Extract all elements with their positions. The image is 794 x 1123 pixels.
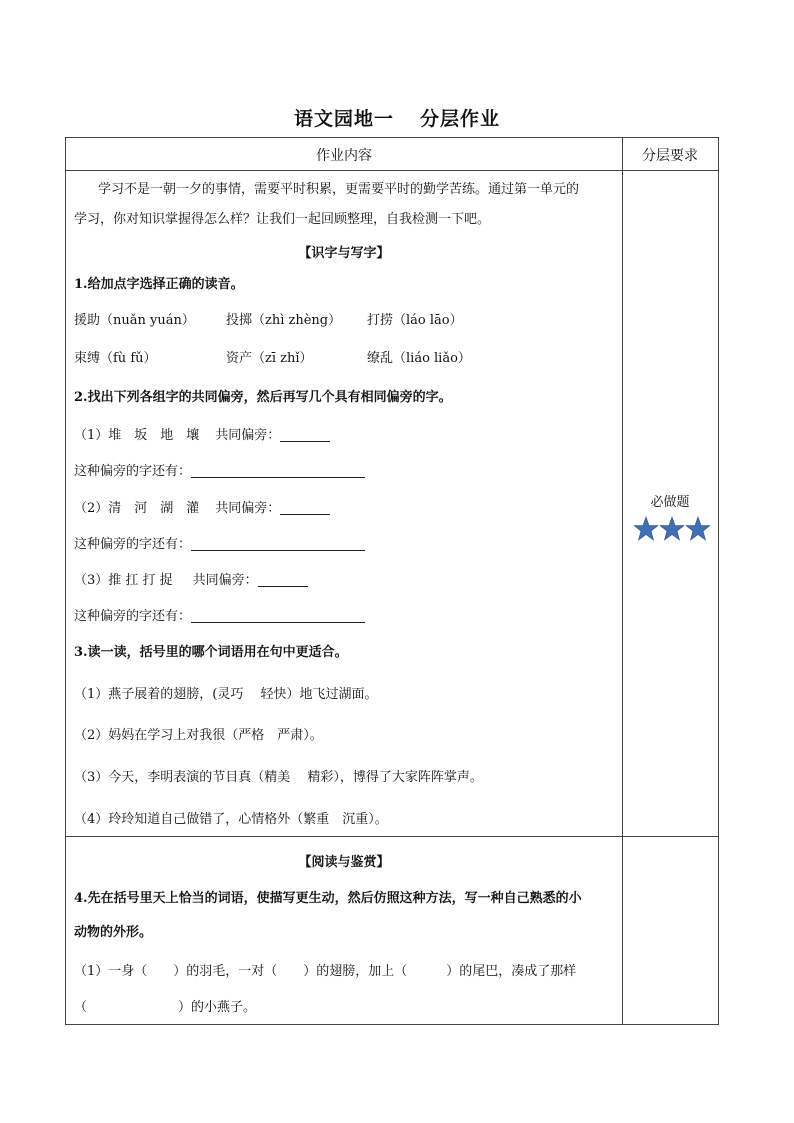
q3-item: （1）燕子展着的翅膀，(灵巧 轻快）地飞过湖面。: [74, 687, 378, 702]
title-part1: 语文园地一: [293, 108, 394, 130]
header-content: 作业内容: [316, 148, 372, 164]
q1-item: 缭乱（liáo liǎo）: [367, 351, 471, 366]
table-right-border: [718, 137, 719, 1025]
q2-common-label: 共同偏旁：: [215, 501, 281, 516]
q2-group: [74, 424, 330, 443]
q4-line2: 动物的外形。: [74, 925, 153, 940]
answer-blank[interactable]: [280, 427, 330, 442]
q4-sub2: （ ）的小燕子。: [74, 1000, 257, 1015]
q1-item: 束缚（fù fǔ）: [74, 351, 157, 366]
q2-common-label: 共同偏旁：: [192, 573, 258, 588]
q2-also-label: 这种偏旁的字还有：: [74, 464, 192, 479]
q2-also-line: [74, 460, 365, 479]
table-top-border: [65, 137, 719, 138]
row-divider: [65, 836, 719, 837]
q3-item: （2）妈妈在学习上对我很（严格 严肃）。: [74, 728, 323, 743]
q2-group: [74, 497, 330, 516]
q3-title: 3.读一读，括号里的哪个词语用在句中更适合。: [74, 645, 348, 660]
q4-line1: 4.先在括号里天上恰当的词语，使描写更生动，然后仿照这种方法，写一种自己熟悉的小: [74, 891, 582, 906]
header-divider: [65, 170, 719, 171]
section-title-literacy: 【识字与写字】: [298, 246, 390, 261]
q1-item: 投掷（zhì zhèng）: [226, 313, 342, 328]
star-icon: [686, 517, 710, 540]
column-divider: [622, 137, 623, 1025]
intro-line2: 学习，你对知识掌握得怎么样？让我们一起回顾整理，自我检测一下吧。: [74, 212, 491, 227]
star-icon: [660, 517, 684, 540]
q2-group-label: （2）清 河 湖 灌: [74, 501, 200, 516]
q4-sub1: （1）一身（ ）的羽毛，一对（ ）的翅膀，加上（ ）的尾巴，凑成了那样: [74, 964, 577, 979]
q2-group-label: （3）推 扛 打 捉: [74, 573, 173, 588]
q3-item: （3）今天，李明表演的节目真（精美 精彩），博得了大家阵阵掌声。: [74, 770, 483, 785]
q2-group-label: （1）堆 坂 地 壤: [74, 428, 200, 443]
answer-blank[interactable]: [280, 500, 330, 515]
section-title-reading: 【阅读与鉴赏】: [298, 855, 390, 870]
answer-blank[interactable]: [191, 608, 365, 623]
star-rating: [634, 515, 710, 543]
requirement-label: 必做题: [650, 495, 690, 510]
answer-blank[interactable]: [258, 572, 308, 587]
q3-item: （4）玲玲知道自己做错了，心情格外（繁重 沉重）。: [74, 812, 388, 827]
intro-line1: 学习不是一朝一夕的事情，需要平时积累，更需要平时的勤学苦练。通过第一单元的: [98, 182, 580, 197]
star-icon: [634, 517, 658, 540]
q2-also-line: [74, 533, 365, 552]
title-part2: 分层作业: [420, 108, 501, 130]
q2-group: [74, 569, 308, 588]
q2-also-line: [74, 605, 365, 624]
q1-title: 1.给加点字选择正确的读音。: [74, 277, 244, 292]
q2-common-label: 共同偏旁：: [215, 428, 281, 443]
header-requirement: 分层要求: [642, 148, 698, 164]
q2-title: 2.找出下列各组字的共同偏旁，然后再写几个具有相同偏旁的字。: [74, 390, 452, 405]
q2-also-label: 这种偏旁的字还有：: [74, 537, 192, 552]
table-bottom-border: [65, 1024, 719, 1025]
q1-item: 打捞（láo lāo）: [367, 313, 463, 328]
answer-blank[interactable]: [191, 463, 365, 478]
table-left-border: [65, 137, 66, 1025]
q1-item: 资产（zī zhǐ）: [226, 351, 313, 366]
page-title: [0, 104, 794, 131]
q1-item: 援助（nuǎn yuán）: [74, 313, 195, 328]
answer-blank[interactable]: [191, 536, 365, 551]
q2-also-label: 这种偏旁的字还有：: [74, 609, 192, 624]
